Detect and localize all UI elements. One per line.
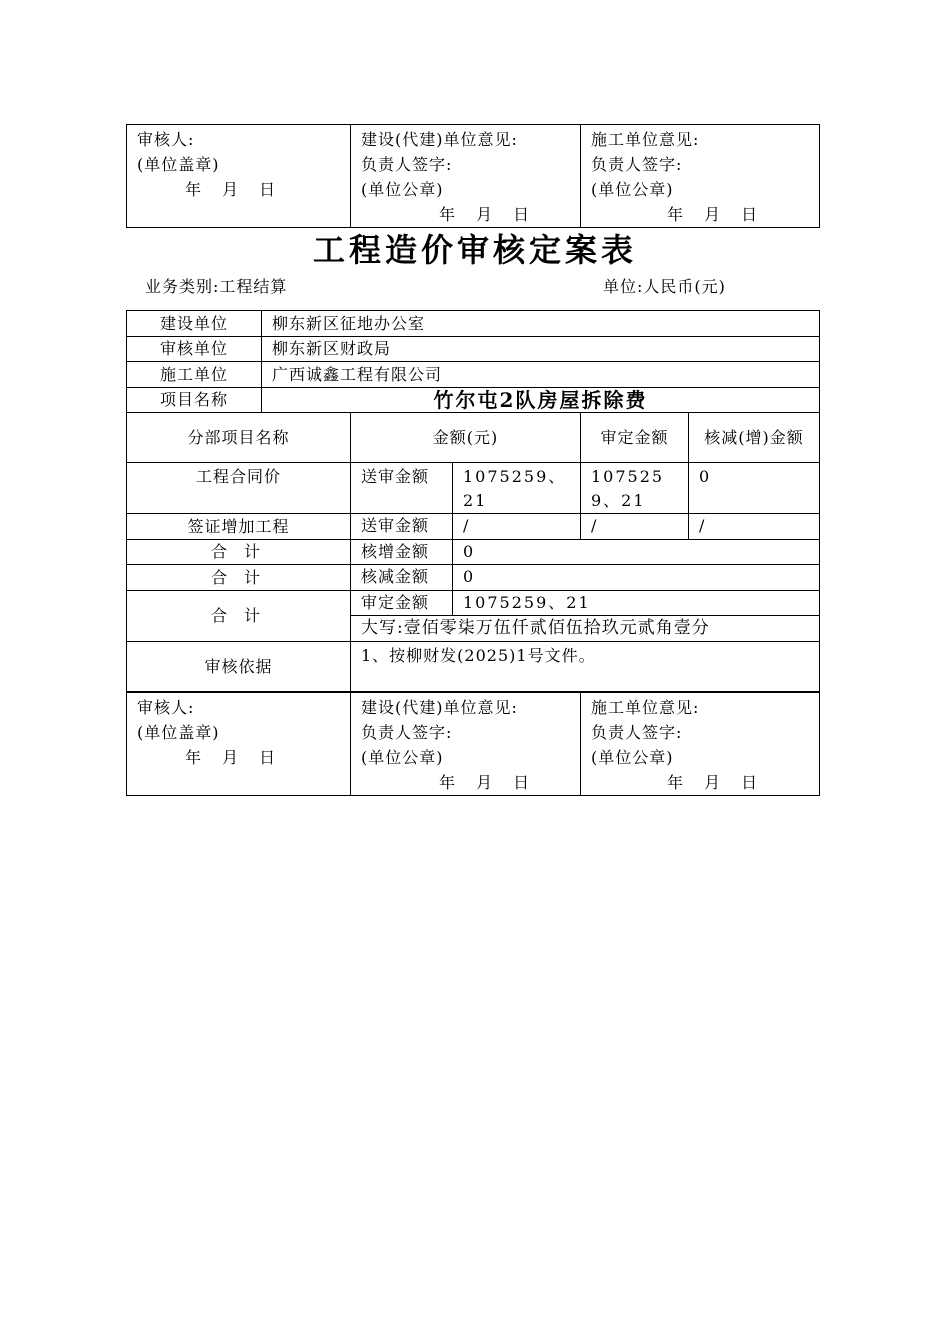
decrease-value: 0 (453, 565, 820, 591)
builder-unit-seal: (单位公章) (361, 180, 444, 199)
reviewer-cell (127, 125, 351, 228)
bottom-contractor-opinion-label: 施工单位意见: (591, 698, 700, 717)
contractor-unit-value: 广西诚鑫工程有限公司 (262, 362, 820, 388)
bottom-builder-opinion-label: 建设(代建)单位意见: (361, 698, 518, 717)
reviewer-seal-label: (单位盖章) (137, 155, 220, 174)
contract-approved-amount: 1075259、21 (581, 463, 689, 514)
builder-date: 年 月 日 (439, 205, 538, 224)
increase-type: 核增金额 (351, 540, 453, 565)
bottom-signature-table (126, 692, 820, 796)
top-signature-table (126, 124, 820, 228)
bottom-contractor-responsible-sign: 负责人签字: (591, 723, 683, 742)
table-row (127, 591, 820, 616)
contractor-date: 年 月 日 (667, 205, 766, 224)
increase-value: 0 (453, 540, 820, 565)
bottom-contractor-date: 年 月 日 (667, 773, 766, 792)
contractor-unit-seal: (单位公章) (591, 180, 674, 199)
header-amount: 金额(元) (351, 413, 581, 463)
approved-value: 1075259、21 (453, 591, 820, 616)
bottom-builder-opinion-cell (351, 693, 581, 796)
contract-price-label: 工程合同价 (127, 463, 351, 514)
visa-submitted-amount: / (453, 514, 581, 540)
decrease-type: 核减金额 (351, 565, 453, 591)
page-title: 工程造价审核定案表 (312, 231, 637, 269)
project-name-label: 项目名称 (127, 388, 262, 413)
bottom-builder-responsible-sign: 负责人签字: (361, 723, 453, 742)
total-decrease-label: 合 计 (127, 565, 351, 591)
bottom-reviewer-seal-label: (单位盖章) (137, 723, 220, 742)
audit-basis-label: 审核依据 (127, 642, 351, 692)
header-item-name: 分部项目名称 (127, 413, 351, 463)
amount-table (126, 412, 820, 692)
contractor-responsible-sign: 负责人签字: (591, 155, 683, 174)
total-increase-label: 合 计 (127, 540, 351, 565)
header-approved-amount: 审定金额 (581, 413, 689, 463)
bottom-contractor-unit-seal: (单位公章) (591, 748, 674, 767)
bottom-builder-date: 年 月 日 (439, 773, 538, 792)
table-row (127, 514, 820, 540)
contractor-opinion-cell (581, 125, 820, 228)
contract-submitted-type: 送审金额 (351, 463, 453, 514)
auditor-unit-value: 柳东新区财政局 (262, 337, 820, 362)
approved-type: 审定金额 (351, 591, 453, 616)
table-row (127, 565, 820, 591)
contractor-opinion-label: 施工单位意见: (591, 130, 700, 149)
table-row (127, 540, 820, 565)
header-adjust-amount: 核减(增)金额 (689, 413, 820, 463)
visa-approved-amount: / (581, 514, 689, 540)
builder-unit-label: 建设单位 (127, 311, 262, 337)
contractor-unit-label: 施工单位 (127, 362, 262, 388)
contract-adjust-amount: 0 (689, 463, 820, 514)
builder-responsible-sign: 负责人签字: (361, 155, 453, 174)
bottom-contractor-opinion-cell (581, 693, 820, 796)
builder-opinion-label: 建设(代建)单位意见: (361, 130, 518, 149)
visa-adjust-amount: / (689, 514, 820, 540)
audit-basis-value: 1、按柳财发(2025)1号文件。 (351, 642, 820, 692)
bottom-reviewer-label: 审核人: (137, 698, 195, 717)
bottom-builder-unit-seal: (单位公章) (361, 748, 444, 767)
auditor-unit-label: 审核单位 (127, 337, 262, 362)
table-row (127, 463, 820, 514)
contract-submitted-amount: 1075259、21 (453, 463, 581, 514)
visa-submitted-type: 送审金额 (351, 514, 453, 540)
business-category: 业务类别:工程结算 (145, 277, 288, 296)
table-row (127, 642, 820, 692)
project-name-value: 竹尔屯2队房屋拆除费 (262, 388, 820, 413)
reviewer-label: 审核人: (137, 130, 195, 149)
info-table (126, 310, 820, 413)
bottom-reviewer-cell (127, 693, 351, 796)
builder-opinion-cell (351, 125, 581, 228)
approved-capital: 大写:壹佰零柒万伍仟贰佰伍拾玖元贰角壹分 (351, 616, 820, 642)
bottom-reviewer-date: 年 月 日 (185, 748, 284, 767)
visa-work-label: 签证增加工程 (127, 514, 351, 540)
currency-unit: 单位:人民币(元) (603, 277, 726, 296)
builder-unit-value: 柳东新区征地办公室 (262, 311, 820, 337)
total-approved-label: 合 计 (127, 591, 351, 642)
reviewer-date: 年 月 日 (185, 180, 284, 199)
